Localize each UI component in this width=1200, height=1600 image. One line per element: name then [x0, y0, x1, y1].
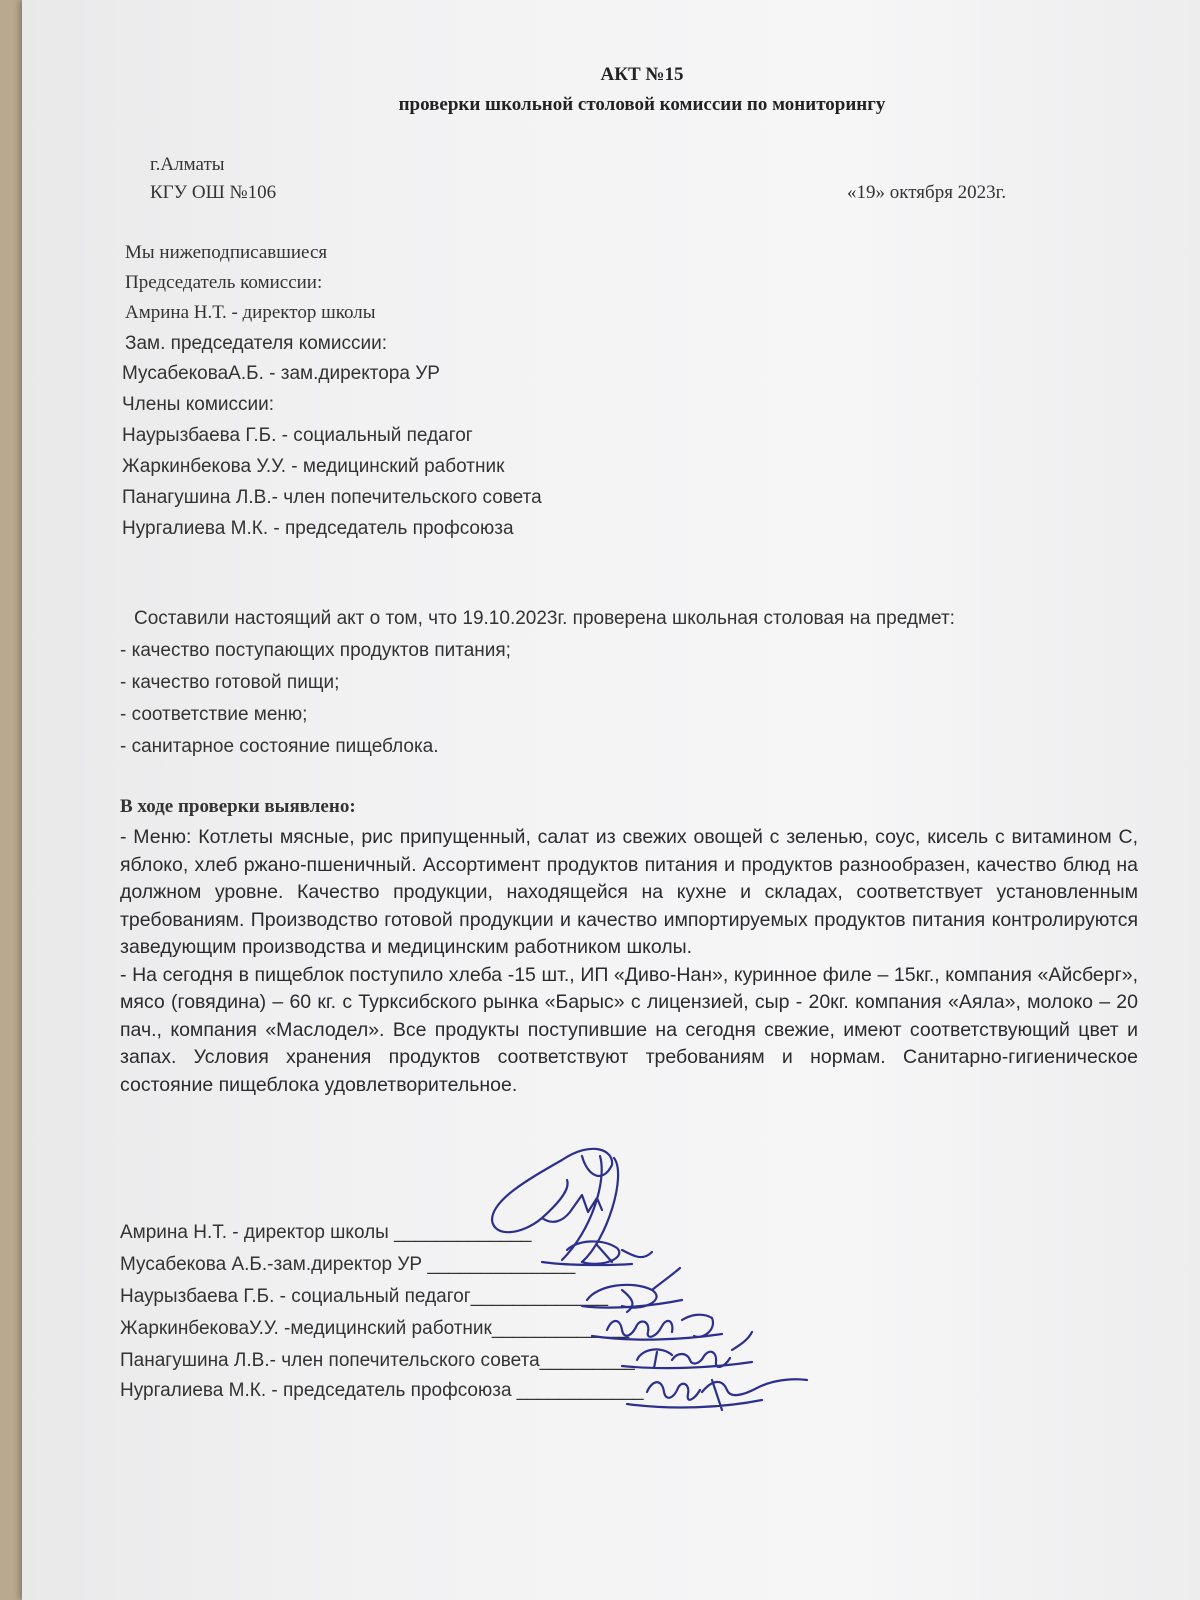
city: г.Алматы: [150, 154, 225, 175]
act-date: «19» октября 2023г.: [847, 182, 1007, 203]
member-item: Панагушина Л.В.- член попечительского совета: [122, 487, 542, 508]
committee-intro: Мы нижеподписавшиеся: [125, 242, 328, 263]
findings-paragraph-products: - На сегодня в пищеблок поступило хлеба -15 шт., ИП «Диво-Нан», куринное филе – 15кг., компания «Айсберг», мясо (говядина) – 60 кг. с Турксибского рынка «Барыс» с лицензией, сыр - 20кг. компания «Аяла», молоко – 20 пач., компания «Маслодел». Все продукты поступившие на сегодня свежие, имеют соответствующий цвет и запах. Условия хранения продуктов соответствуют требованиям и нормам. Санитарно-гигиеническое состояние пищеблока удовлетворительное.: [120, 963, 1138, 1096]
deputy-name: МусабековаА.Б. - зам.директора УР: [122, 363, 440, 384]
document-page: [22, 0, 1200, 1600]
members-label: Члены комиссии:: [122, 394, 275, 415]
statement-item: - качество готовой пищи;: [120, 672, 340, 693]
signature-nurgalieva: [627, 1379, 807, 1410]
signature-line: ЖаркинбековаУ.У. -медицинский работник_____________: [120, 1318, 630, 1339]
signature-line: Мусабекова А.Б.-зам.директор УР ______________: [120, 1254, 576, 1275]
member-item: Жаркинбекова У.У. - медицинский работник: [122, 456, 505, 477]
chair-label: Председатель комиссии:: [125, 272, 323, 293]
signature-panagushina: [622, 1332, 752, 1368]
signature-line: Нургалиева М.К. - председатель профсоюза ____________: [120, 1380, 644, 1401]
chair-name: Амрина Н.Т. - директор школы: [125, 302, 376, 323]
act-subtitle: проверки школьной столовой комиссии по мониторингу: [398, 94, 886, 115]
signature-amrina: [492, 1149, 618, 1262]
organization: КГУ ОШ №106: [150, 182, 277, 203]
findings-paragraph-menu: - Меню: Котлеты мясные, рис припущенный, салат из свежих овощей с зеленью, соус, кисель с витамином С, яблоко, хлеб ржано-пшеничный. Ассортимент продуктов питания и продуктов разнообразен, качество блюд на должном уровне. Качество продукции, находящейся на кухне и складах, соответствует установленным требованиям. Производство готовой продукции и качество импортируемых продуктов питания контролируются заведующим производства и медицинским работником школы.: [120, 826, 1138, 958]
findings-heading: В ходе проверки выявлено:: [120, 796, 356, 817]
signature-line: Наурызбаева Г.Б. - социальный педагог_____________: [120, 1286, 609, 1307]
signature-line: Панагушина Л.В.- член попечительского совета_________: [120, 1350, 635, 1371]
statement-item: - качество поступающих продуктов питания;: [120, 640, 511, 661]
statement-intro: Составили настоящий акт о том, что 19.10.2023г. проверена школьная столовая на предмет:: [134, 608, 955, 629]
member-item: Наурызбаева Г.Б. - социальный педагог: [122, 425, 473, 446]
findings-body: [120, 824, 1138, 1099]
signature-line: Амрина Н.Т. - директор школы _____________: [120, 1222, 532, 1243]
statement-item: - соответствие меню;: [120, 704, 308, 725]
member-item: Нургалиева М.К. - председатель профсоюза: [122, 518, 514, 539]
act-title: АКТ №15: [600, 64, 684, 85]
deputy-label: Зам. председателя комиссии:: [125, 333, 387, 354]
statement-item: - санитарное состояние пищеблока.: [120, 736, 439, 757]
